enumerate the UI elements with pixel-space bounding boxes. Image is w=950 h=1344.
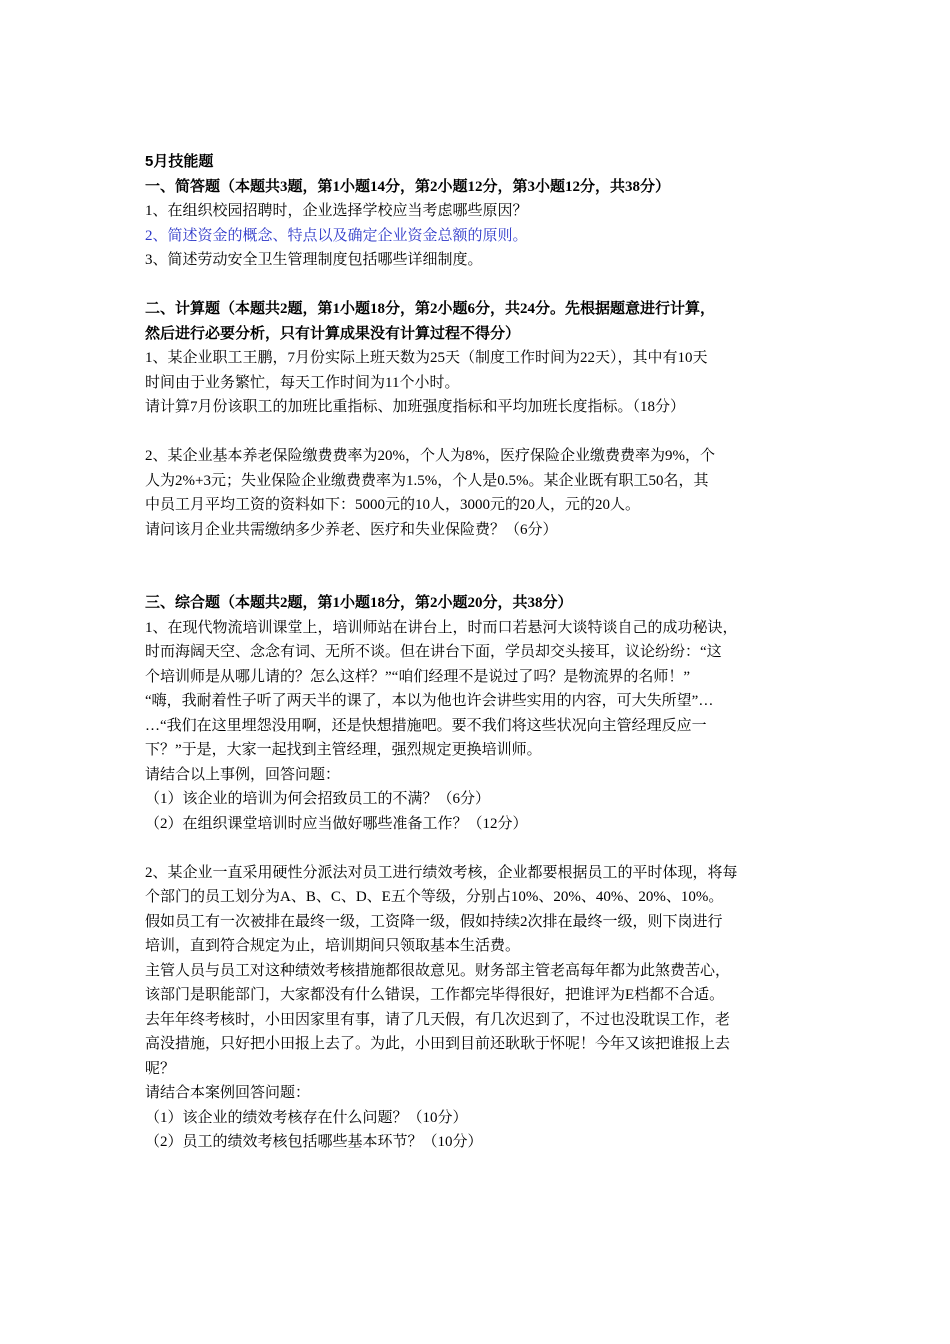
case-1-question: （1）该企业的培训为何会招致员工的不满？（6分） (145, 791, 491, 807)
case-2-prompt: 请结合本案例回答问题： (145, 1085, 311, 1101)
problem-1-line: 时间由于业务繁忙，每天工作时间为11个小时。 (145, 374, 460, 391)
case-2-line: 去年年终考核时，小田因家里有事，请了几天假，有几次迟到了，不过也没耽误工作，老 (145, 1011, 731, 1028)
section-heading: 三、综合题（本题共2题，第1小题18分，第2小题20分，共38分） (145, 595, 573, 611)
section-calculation (145, 297, 815, 542)
section-heading: 二、计算题（本题共2题，第1小题18分，第2小题6分，共24分。先根据题意进行计算， (145, 301, 716, 317)
question-2: 2、简述资金的概念、特点以及确定企业资金总额的原则。 (145, 227, 528, 244)
case-2-line: 高没措施，只好把小田报上去了。为此，小田到目前还耿耿于怀呢！今年又该把谁报上去 (145, 1036, 731, 1052)
case-1-prompt: 请结合以上事例，回答问题： (145, 766, 341, 783)
problem-2-question: 请问该月企业共需缴纳多少养老、医疗和失业保险费？（6分） (145, 521, 558, 538)
problem-1-line: 1、某企业职工王鹏，7月份实际上班天数为25天（制度工作时间为22天），其中有10天 (145, 350, 708, 366)
case-2-question: （2）员工的绩效考核包括哪些基本环节？（10分） (145, 1134, 483, 1150)
case-1-line: “嗨，我耐着性子听了两天半的课了，本以为他也许会讲些实用的内容，可大失所望”… (145, 693, 714, 709)
case-2-line: 主管人员与员工对这种绩效考核措施都很故意见。财务部主管老高每年都为此煞费苦心， (145, 962, 731, 979)
document-page (145, 150, 815, 1155)
section-short-answer (145, 175, 815, 273)
section-heading: 一、简答题（本题共3题，第1小题14分，第2小题12分，第3小题12分，共38分） (145, 178, 671, 195)
question-3: 3、简述劳动安全卫生管理制度包括哪些详细制度。 (145, 252, 483, 268)
case-2-line: 呢？ (145, 1060, 176, 1077)
case-2-question: （1）该企业的绩效考核存在什么问题？（10分） (145, 1109, 468, 1126)
problem-1-question: 请计算7月份该职工的加班比重指标、加班强度指标和平均加班长度指标。（18分） (145, 399, 686, 415)
problem-2-line: 人为2%+3元；失业保险企业缴费费率为1.5%，个人是0.5%。某企业既有职工50名，其 (145, 472, 709, 489)
document-title: 5月技能题 (145, 153, 214, 170)
question-1: 1、在组织校园招聘时，企业选择学校应当考虑哪些原因？ (145, 203, 528, 219)
case-2-line: 2、某企业一直采用硬性分派法对员工进行绩效考核，企业都要根据员工的平时体现，将每 (145, 864, 738, 881)
case-2-line: 个部门的员工划分为A、B、C、D、E五个等级，分别占10%、20%、40%、20%、10%。 (145, 889, 724, 905)
case-1-question: （2）在组织课堂培训时应当做好哪些准备工作？（12分） (145, 815, 528, 832)
section-heading: 然后进行必要分析，只有计算成果没有计算过程不得分） (145, 325, 521, 342)
case-1-line: 个培训师是从哪儿请的？怎么这样？”“咱们经理不是说过了吗？是物流界的名师！” (145, 668, 690, 685)
case-2-line: 培训，直到符合规定为止，培训期间只领取基本生活费。 (145, 938, 521, 954)
case-2-line: 假如员工有一次被排在最终一级，工资降一级，假如持续2次排在最终一级，则下岗进行 (145, 913, 723, 930)
case-2-line: 该部门是职能部门，大家都没有什么错误，工作都完毕得很好，把谁评为E档都不合适。 (145, 987, 725, 1003)
case-1-line: 1、在现代物流培训课堂上，培训师站在讲台上，时而口若悬河大谈特谈自己的成功秘诀， (145, 619, 738, 636)
case-1-line: …“我们在这里埋怨没用啊，还是快想措施吧。要不我们将这些状况向主管经理反应一 (145, 717, 707, 734)
case-1-line: 下？”于是，大家一起找到主管经理，强烈规定更换培训师。 (145, 742, 542, 758)
case-1-line: 时而海阔天空、念念有词、无所不谈。但在讲台下面，学员却交头接耳，议论纷纷：“这 (145, 644, 722, 660)
problem-2-line: 2、某企业基本养老保险缴费费率为20%，个人为8%，医疗保险企业缴费费率为9%，个 (145, 448, 715, 464)
problem-2-line: 中员工月平均工资的资料如下：5000元的10人，3000元的20人，元的20人。 (145, 497, 641, 513)
section-comprehensive (145, 591, 815, 1155)
